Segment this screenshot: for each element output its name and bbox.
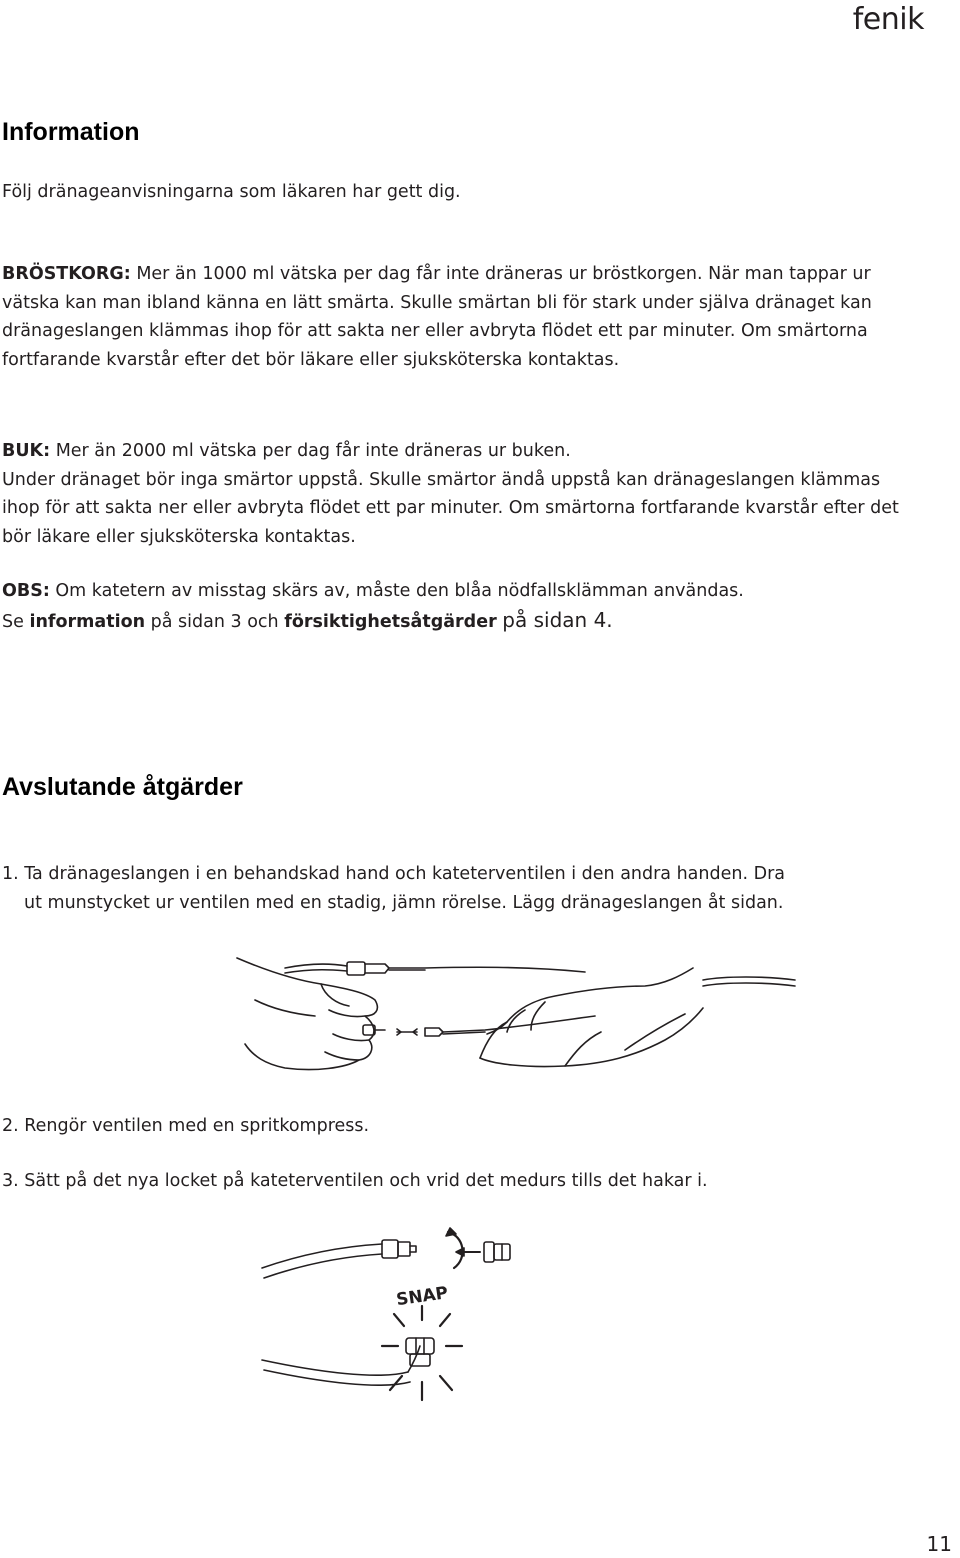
- see-5: på sidan 4.: [502, 607, 613, 632]
- section-title-closing: Avslutande åtgärder: [2, 773, 243, 801]
- abdomen-label: BUK:: [2, 441, 51, 461]
- step-1-line-a: 1. Ta dränageslangen i en behandskad hand och kateterventilen i den andra handen. Dra: [2, 864, 785, 884]
- chest-text: Mer än 1000 ml vätska per dag får inte dräneras ur bröstkorgen. När man tappar ur vätska kan man ibland känna en lätt smärta. Skulle smärtan bli för stark under själva dränaget kan dränageslangen klämmas ihop för att sakta ner eller avbryta flödet ett par minuter. Om smärtorna fortfarande kvarstår efter det bör läkare eller sjuksköterska kontaktas.: [2, 264, 872, 370]
- obs-paragraph: [2, 577, 902, 636]
- obs-label: OBS:: [2, 581, 50, 601]
- see-information: information: [29, 611, 146, 632]
- abdomen-text: Under dränaget bör inga smärtor uppstå. Skulle smärtor ändå uppstå kan dränageslangen klämmas ihop för att sakta ner eller avbryta flödet ett par minuter. Om smärtorna fortfarande kvarstår efter det bör läkare eller sjuksköterska kontaktas.: [2, 469, 899, 547]
- obs-text: Om katetern av misstag skärs av, måste den blåa nödfallsklämman användas.: [55, 581, 744, 601]
- step-1: [2, 860, 902, 917]
- page-number: 11: [926, 1532, 952, 1556]
- chest-paragraph: [2, 260, 902, 374]
- step-2: 2. Rengör ventilen med en spritkompress.: [2, 1116, 370, 1136]
- fenik-logo: fenik: [852, 2, 924, 37]
- intro-text: Följ dränageanvisningarna som läkaren har gett dig.: [2, 182, 461, 202]
- hands-separating-illustration: [225, 940, 845, 1075]
- see-precautions: försiktighetsåtgärder: [284, 611, 497, 632]
- see-3: på sidan 3 och: [150, 611, 279, 632]
- abdomen-line1: Mer än 2000 ml vätska per dag får inte dräneras ur buken.: [55, 441, 571, 461]
- chest-label: BRÖSTKORG:: [2, 264, 131, 284]
- snap-label: SNAP: [394, 1283, 450, 1311]
- cap-attach-illustration: [258, 1222, 558, 1432]
- abdomen-paragraph: [2, 437, 902, 551]
- section-title-information: Information: [2, 118, 140, 146]
- step-1-line-b: ut munstycket ur ventilen med en stadig, jämn rörelse. Lägg dränageslangen åt sidan.: [24, 892, 784, 913]
- step-3: 3. Sätt på det nya locket på kateterventilen och vrid det medurs tills det hakar i.: [2, 1171, 708, 1191]
- see-1: Se: [2, 611, 24, 632]
